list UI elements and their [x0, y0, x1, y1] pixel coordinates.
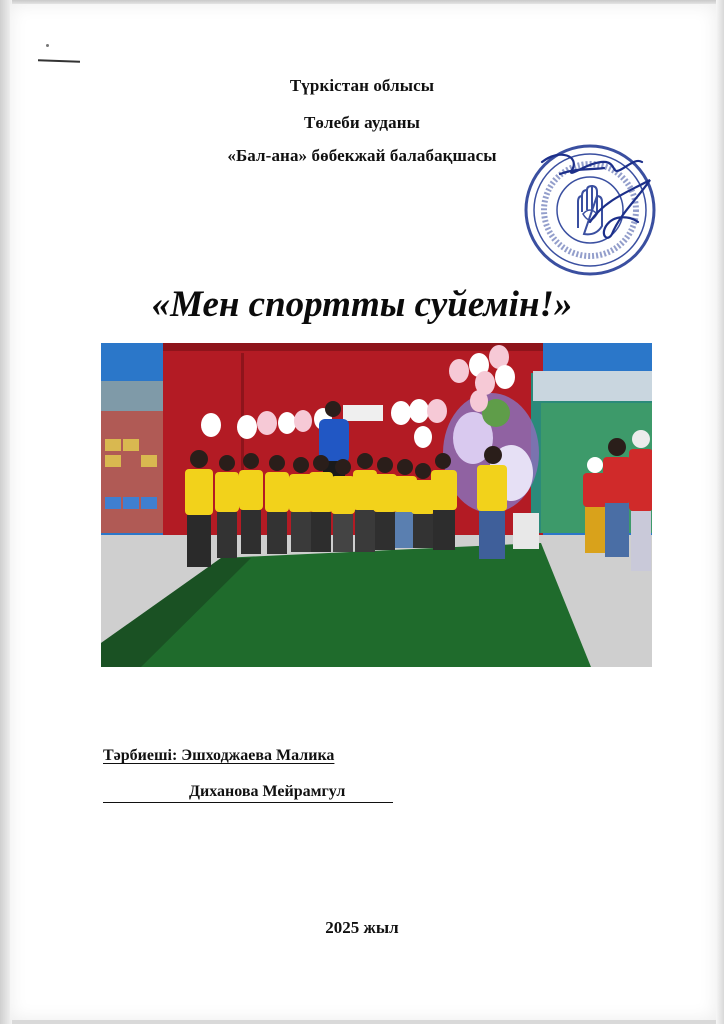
region-heading: Түркістан облысы	[289, 76, 435, 95]
pen-dot	[46, 44, 49, 47]
teacher-line-2: Диханова Мейрамгул	[103, 783, 393, 803]
kindergarten-heading: «Бал-ана» бөбекжай балабақшасы	[227, 146, 497, 165]
official-stamp	[520, 140, 660, 280]
district-heading: Төлеби ауданы	[303, 113, 420, 132]
event-photo	[101, 343, 652, 667]
teacher-line-1: Тәрбиеші: Эшходжаева Малика	[103, 747, 335, 764]
document-year: 2025 жыл	[325, 918, 399, 937]
document-title: «Мен спортты суйемін!»	[151, 284, 573, 325]
